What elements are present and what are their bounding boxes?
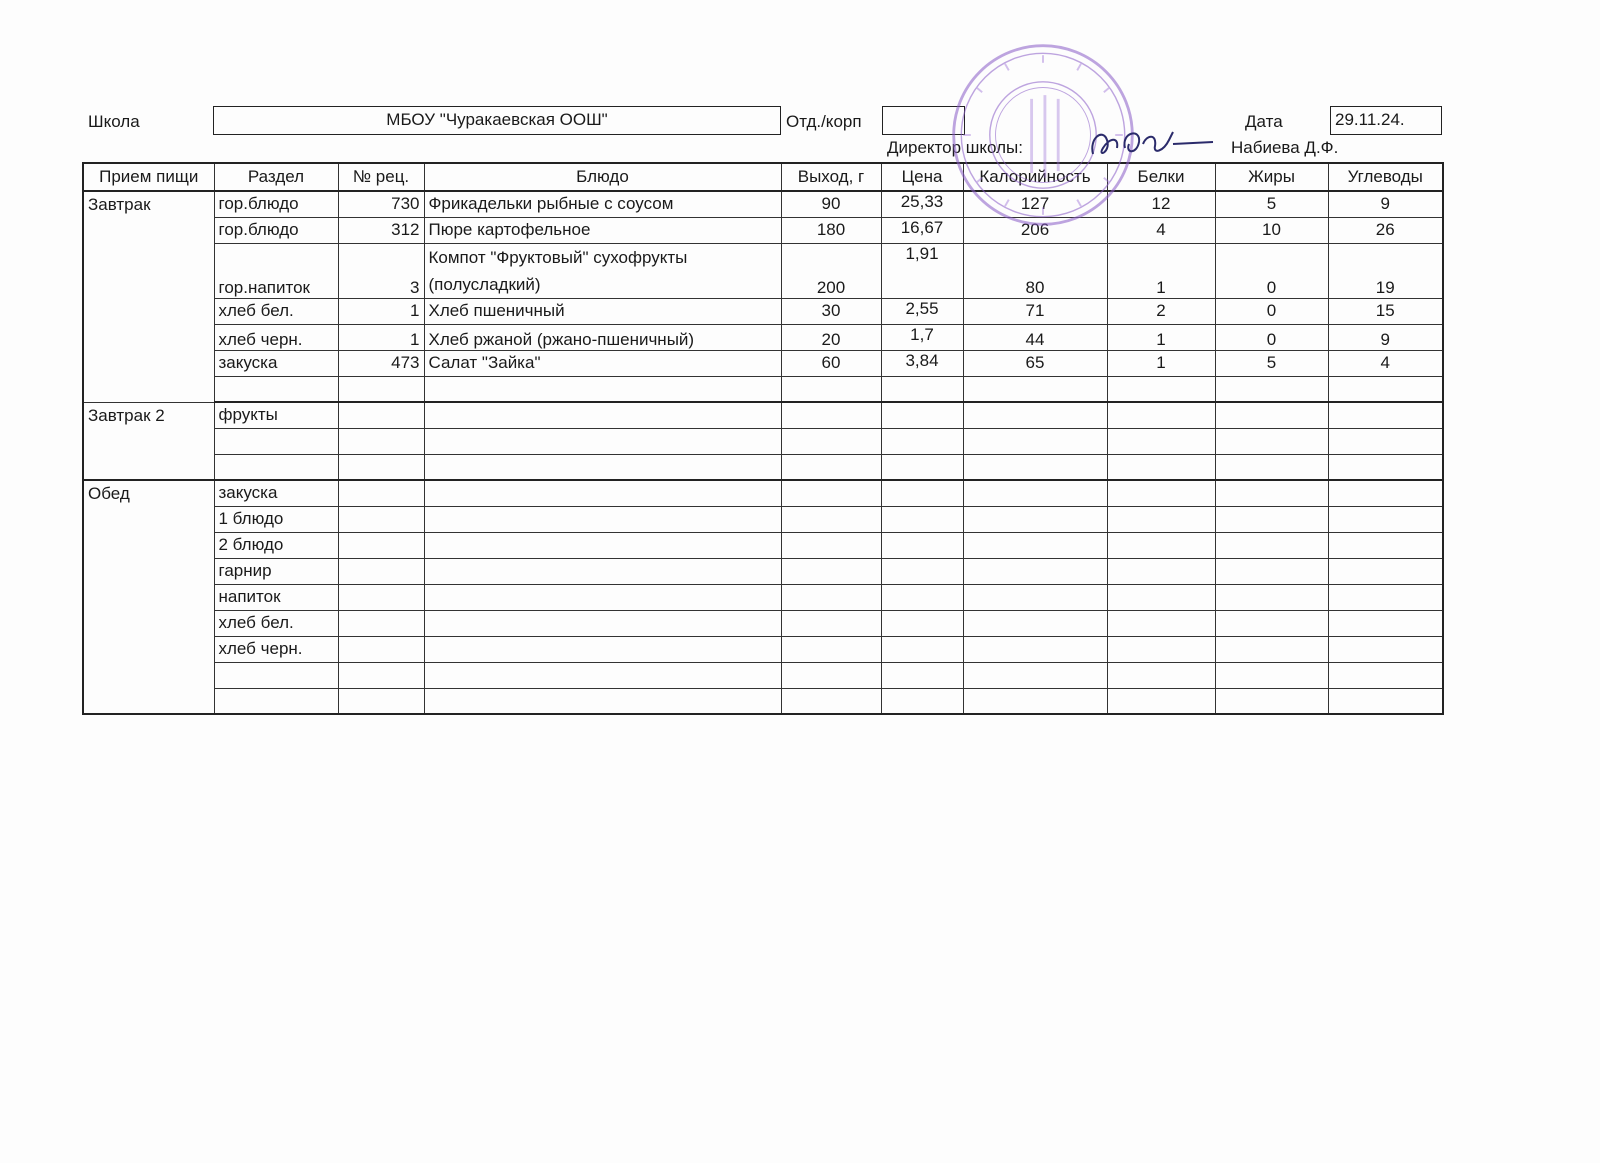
recipe-cell: 473 (338, 350, 424, 376)
section-cell (214, 662, 338, 688)
price-cell: 1,7 (881, 324, 963, 350)
price-cell: 25,33 (881, 191, 963, 217)
table-row (83, 688, 1443, 714)
yield-cell (781, 376, 881, 402)
col-header-dish: Блюдо (424, 163, 781, 191)
section-cell: гор.блюдо (214, 217, 338, 243)
col-header-carbs: Углеводы (1328, 163, 1443, 191)
recipe-cell: 1 (338, 324, 424, 350)
section-cell: закуска (214, 480, 338, 506)
recipe-cell: 730 (338, 191, 424, 217)
carbs-cell: 26 (1328, 217, 1443, 243)
yield-cell: 180 (781, 217, 881, 243)
table-row (83, 636, 1443, 662)
yield-cell: 30 (781, 298, 881, 324)
col-header-calories: Калорийность (963, 163, 1107, 191)
table-row (83, 298, 1443, 324)
calories-cell: 71 (963, 298, 1107, 324)
fat-cell: 0 (1215, 324, 1328, 350)
recipe-cell: 1 (338, 298, 424, 324)
table-row (83, 506, 1443, 532)
table-row (83, 428, 1443, 454)
section-cell: фрукты (214, 402, 338, 428)
protein-cell (1107, 376, 1215, 402)
table-row (83, 191, 1443, 217)
fat-cell: 0 (1215, 243, 1328, 298)
price-cell (881, 376, 963, 402)
table-row (83, 532, 1443, 558)
section-cell: закуска (214, 350, 338, 376)
dish-cell: Салат "Зайка" (424, 350, 781, 376)
protein-cell: 4 (1107, 217, 1215, 243)
carbs-cell: 4 (1328, 350, 1443, 376)
carbs-cell: 9 (1328, 191, 1443, 217)
section-cell: хлеб черн. (214, 636, 338, 662)
meal-cell: Обед (83, 480, 214, 714)
signature-icon (1085, 118, 1215, 166)
dish-cell: Хлеб ржаной (ржано-пшеничный) (424, 324, 781, 350)
fat-cell (1215, 376, 1328, 402)
calories-cell (963, 376, 1107, 402)
section-cell (214, 688, 338, 714)
table-row (83, 324, 1443, 350)
section-cell: напиток (214, 584, 338, 610)
yield-cell: 60 (781, 350, 881, 376)
school-label: Школа (88, 112, 140, 131)
price-cell: 16,67 (881, 217, 963, 243)
section-cell: гарнир (214, 558, 338, 584)
col-header-recipe: № рец. (338, 163, 424, 191)
section-cell: гор.блюдо (214, 191, 338, 217)
table-row (83, 402, 1443, 428)
dish-cell: Компот "Фруктовый" сухофрукты (полусладкий) (424, 243, 781, 298)
recipe-cell: 3 (338, 243, 424, 298)
price-cell: 3,84 (881, 350, 963, 376)
col-header-meal: Прием пищи (83, 163, 214, 191)
yield-cell: 200 (781, 243, 881, 298)
table-row (83, 584, 1443, 610)
carbs-cell: 9 (1328, 324, 1443, 350)
table-row (83, 662, 1443, 688)
carbs-cell (1328, 376, 1443, 402)
table-header-row (83, 163, 1443, 191)
col-header-yield: Выход, г (781, 163, 881, 191)
section-cell: 1 блюдо (214, 506, 338, 532)
director-label: Директор школы: (887, 138, 1023, 157)
section-cell: гор.напиток (214, 243, 338, 298)
director-name: Набиева Д.Ф. (1231, 138, 1339, 157)
col-header-section: Раздел (214, 163, 338, 191)
table-row (83, 350, 1443, 376)
section-cell: хлеб черн. (214, 324, 338, 350)
table-row (83, 480, 1443, 506)
protein-cell: 2 (1107, 298, 1215, 324)
dish-cell: Пюре картофельное (424, 217, 781, 243)
carbs-cell: 19 (1328, 243, 1443, 298)
protein-cell: 12 (1107, 191, 1215, 217)
section-cell: 2 блюдо (214, 532, 338, 558)
yield-cell: 90 (781, 191, 881, 217)
fat-cell: 0 (1215, 298, 1328, 324)
calories-cell: 206 (963, 217, 1107, 243)
col-header-protein: Белки (1107, 163, 1215, 191)
table-row (83, 610, 1443, 636)
meal-cell: Завтрак 2 (83, 402, 214, 480)
dept-label: Отд./корп (786, 112, 862, 131)
protein-cell: 1 (1107, 243, 1215, 298)
menu-table (82, 162, 1444, 715)
table-row (83, 376, 1443, 402)
calories-cell: 44 (963, 324, 1107, 350)
calories-cell: 80 (963, 243, 1107, 298)
table-row (83, 454, 1443, 480)
fat-cell: 10 (1215, 217, 1328, 243)
yield-cell: 20 (781, 324, 881, 350)
dish-cell: Фрикадельки рыбные с соусом (424, 191, 781, 217)
dish-cell (424, 376, 781, 402)
col-header-price: Цена (881, 163, 963, 191)
recipe-cell: 312 (338, 217, 424, 243)
price-cell: 1,91 (881, 243, 963, 298)
meal-cell: Завтрак (83, 191, 214, 402)
section-cell (214, 376, 338, 402)
date-label: Дата (1245, 112, 1283, 131)
section-cell (214, 454, 338, 480)
carbs-cell: 15 (1328, 298, 1443, 324)
dish-cell: Хлеб пшеничный (424, 298, 781, 324)
fat-cell: 5 (1215, 350, 1328, 376)
protein-cell: 1 (1107, 324, 1215, 350)
fat-cell: 5 (1215, 191, 1328, 217)
section-cell: хлеб бел. (214, 610, 338, 636)
recipe-cell (338, 376, 424, 402)
calories-cell: 65 (963, 350, 1107, 376)
date-field: 29.11.24. (1330, 106, 1442, 135)
table-row (83, 558, 1443, 584)
protein-cell: 1 (1107, 350, 1215, 376)
section-cell: хлеб бел. (214, 298, 338, 324)
table-row (83, 243, 1443, 298)
price-cell: 2,55 (881, 298, 963, 324)
school-name-field: МБОУ "Чуракаевская ООШ" (213, 106, 781, 135)
table-row (83, 217, 1443, 243)
col-header-fat: Жиры (1215, 163, 1328, 191)
section-cell (214, 428, 338, 454)
calories-cell: 127 (963, 191, 1107, 217)
